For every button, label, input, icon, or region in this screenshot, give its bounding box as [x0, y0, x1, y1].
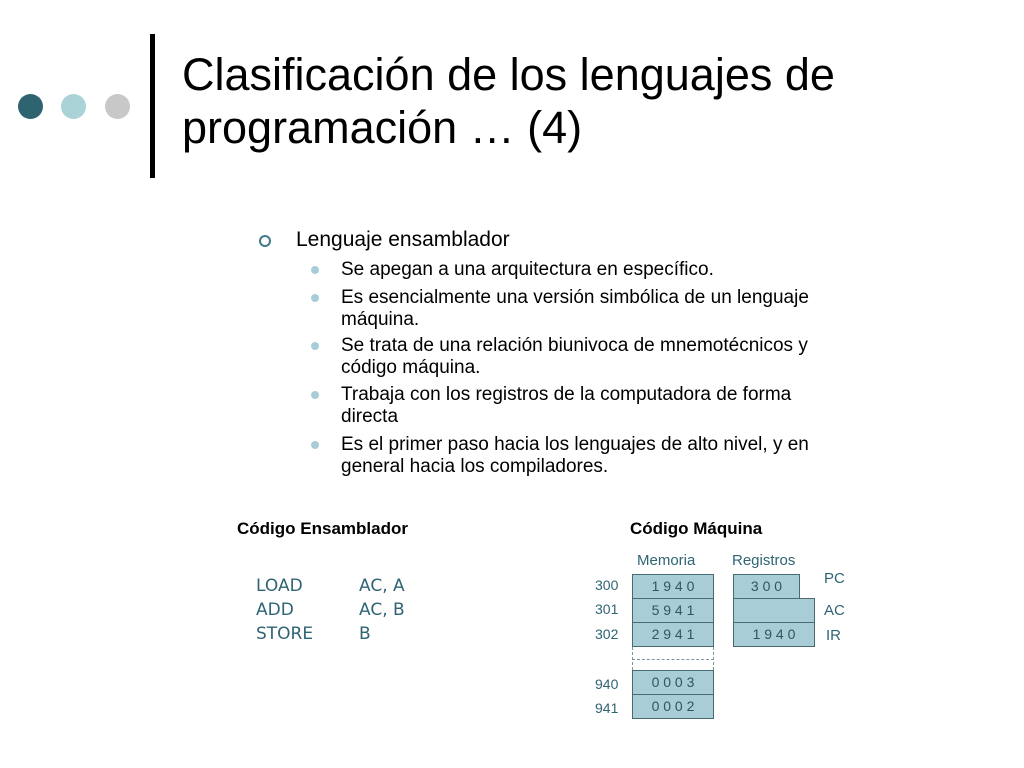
asm-arg: AC, B — [359, 600, 405, 620]
bullet-icon — [311, 294, 319, 302]
memory-cell: 0 0 0 3 — [632, 670, 714, 695]
memory-cell: 2 9 4 1 — [632, 622, 714, 647]
bullet-line: directa — [341, 406, 399, 427]
bullet-line: Se trata de una relación biunivoca de mnemotécnicos y — [341, 335, 808, 356]
register-ir-cell: 1 9 4 0 — [733, 622, 815, 647]
bullet-line: Es el primer paso hacia los lenguajes de alto nivel, y en — [341, 434, 809, 455]
register-ac-cell — [733, 598, 815, 623]
machine-heading: Código Máquina — [630, 519, 763, 538]
bullet-item — [341, 384, 921, 428]
asm-arg: B — [359, 624, 371, 644]
bullet-line: Es esencialmente una versión simbólica de un lenguaje — [341, 287, 809, 308]
title-divider — [150, 34, 155, 178]
bullet-line: máquina. — [341, 309, 420, 330]
bullet-icon — [311, 266, 319, 274]
bullet-item — [341, 434, 921, 478]
asm-op: ADD — [256, 600, 294, 620]
memory-gap-divider — [632, 659, 714, 660]
asm-heading: Código Ensamblador — [237, 519, 408, 538]
decor-dot-grey — [105, 94, 130, 119]
bullet-line: Se apegan a una arquitectura en específico. — [341, 259, 714, 280]
asm-op: LOAD — [256, 576, 303, 596]
memory-address: 300 — [595, 577, 619, 593]
memory-address: 301 — [595, 601, 619, 617]
memory-cell: 5 9 4 1 — [632, 598, 714, 623]
register-name: IR — [826, 627, 841, 644]
register-pc-cell: 3 0 0 — [733, 574, 800, 599]
memory-address: 941 — [595, 700, 619, 716]
slide-title: Clasificación de los lenguajes de programación … (4) — [182, 49, 835, 153]
level1-item: Lenguaje ensamblador — [296, 228, 510, 251]
memory-cell: 1 9 4 0 — [632, 574, 714, 599]
bullet-line: Trabaja con los registros de la computadora de forma — [341, 384, 792, 405]
memory-label: Memoria — [637, 552, 696, 569]
registers-label: Registros — [732, 552, 796, 569]
memory-address: 940 — [595, 676, 619, 692]
bullet-item — [341, 335, 921, 379]
decor-dot-dark — [18, 94, 43, 119]
bullet-line: código máquina. — [341, 357, 481, 378]
bullet-item — [341, 287, 921, 331]
register-name: PC — [824, 570, 845, 587]
memory-address: 302 — [595, 626, 619, 642]
register-name: AC — [824, 602, 845, 619]
bullet-icon — [311, 391, 319, 399]
bullet-icon — [311, 441, 319, 449]
level1-bullet-icon — [259, 235, 271, 247]
asm-arg: AC, A — [359, 576, 405, 596]
asm-op: STORE — [256, 624, 314, 644]
memory-cell: 0 0 0 2 — [632, 694, 714, 719]
bullet-icon — [311, 342, 319, 350]
bullet-line: general hacia los compiladores. — [341, 456, 609, 477]
decor-dot-light — [61, 94, 86, 119]
bullet-item — [341, 259, 921, 281]
